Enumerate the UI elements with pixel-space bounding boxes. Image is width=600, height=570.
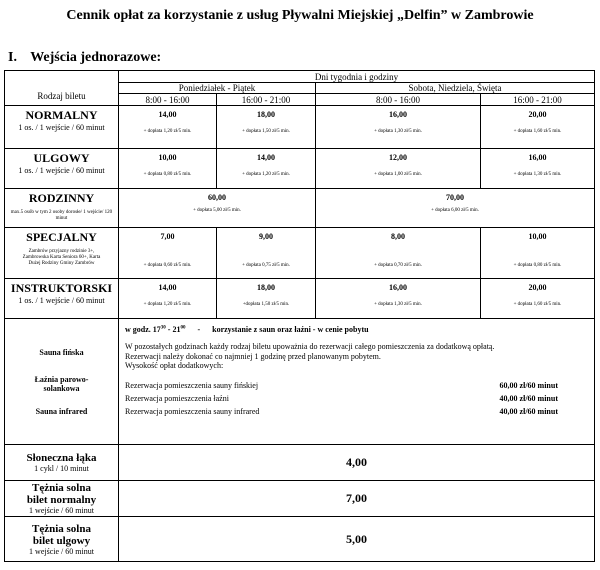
- sauna-text: W pozostałych godzinach każdy rodzaj biletu upoważnia do rezerwacji całego pomieszczenia za dodatkową opłatą. Rezerwacji należy dokonać co najmniej 1 godzinę przed planowanym pobytem. Wysokość opłat dodatkowych:: [125, 342, 495, 371]
- sauna-label: Sauna infrared: [35, 406, 88, 416]
- price: 7,00: [119, 481, 595, 517]
- price: 16,00: [528, 153, 547, 162]
- ticket-name: INSTRUKTORSKI: [10, 281, 113, 295]
- reservation-row: Rezerwacja pomieszczenia sauny fińskiej 60,00 zł/60 minut: [125, 380, 558, 390]
- ticket-cell: [5, 228, 119, 279]
- surcharge: + dopłata 1,60 zł/5 min.: [513, 302, 562, 307]
- price: 9,00: [259, 232, 273, 241]
- surcharge: + dopłata 0,60 zł/5 min.: [143, 263, 192, 268]
- price: 4,00: [119, 445, 595, 481]
- table-row: [5, 189, 595, 228]
- price: 18,00: [257, 110, 275, 119]
- surcharge: + dopłata 6,00 zł/5 min.: [431, 208, 479, 213]
- ticket-cell: [5, 189, 119, 228]
- table-row: [5, 149, 595, 189]
- hours-header: 16:00 - 21:00: [217, 94, 316, 106]
- sauna-label: Sauna fińska: [39, 347, 84, 357]
- price: 10,00: [158, 153, 177, 162]
- service-name: Słoneczna łąka: [26, 452, 97, 464]
- reservation-row: Rezerwacja pomieszczenia łaźni 40,00 zł/60 minut: [125, 393, 558, 403]
- sauna-row: [5, 319, 595, 445]
- days-hours-header: Dni tygodnia i godziny: [119, 71, 595, 83]
- hours-header: 8:00 - 16:00: [119, 94, 217, 106]
- price: 20,00: [528, 283, 547, 292]
- surcharge: + dopłata 0,70 zł/5 min.: [374, 263, 422, 268]
- surcharge: + dopłata 0,75 zł/5 min.: [242, 263, 290, 268]
- price: 70,00: [446, 193, 464, 202]
- ticket-name: ULGOWY: [33, 151, 90, 165]
- hours-header: 8:00 - 16:00: [316, 94, 481, 106]
- service-cell: [5, 481, 119, 517]
- page-title: Cennik opłat za korzystanie z usług Pływalni Miejskiej „Delfin” w Zambrowie: [66, 8, 534, 23]
- price: 14,00: [257, 153, 275, 162]
- ticket-desc: max.5 osób w tym 2 osoby dorosłe/ 1 wejście/ 120 minut: [10, 210, 113, 221]
- surcharge: + dopłata 5,00 zł/5 min.: [193, 208, 241, 213]
- table-row: [5, 228, 595, 279]
- price: 16,00: [389, 283, 407, 292]
- weekdays-header: Poniedziałek - Piątek: [119, 83, 316, 94]
- ticket-cell: [5, 106, 119, 149]
- hours-header: 16:00 - 21:00: [481, 94, 595, 106]
- surcharge: + dopłata 1,30 zł/5 min.: [374, 129, 422, 134]
- surcharge: +dopłata 1,50 zł/5 min.: [242, 302, 290, 307]
- price: 5,00: [119, 517, 595, 562]
- surcharge: + dopłata 1,30 zł/5 min.: [513, 172, 562, 177]
- ticket-desc: 1 os. / 1 wejście / 60 minut: [18, 123, 105, 132]
- table-row: [5, 517, 595, 562]
- surcharge: + dopłata 1,30 zł/5 min.: [374, 302, 422, 307]
- table-row: [5, 106, 595, 149]
- price: 18,00: [257, 283, 275, 292]
- price: 14,00: [158, 110, 177, 119]
- service-name: Tężnia solna bilet ulgowy: [32, 522, 91, 547]
- sauna-label: Łaźnia parowo-solankowa: [34, 374, 89, 393]
- weekend-header: Sobota, Niedziela, Święta: [316, 83, 595, 94]
- price: 8,00: [391, 232, 405, 241]
- service-cell: [5, 517, 119, 562]
- section-number: I.: [8, 50, 17, 65]
- sauna-hours: w godz. $17^{30} - 21^{00}$ - korzystanie z saun oraz łaźni - w cenie pobytu: [125, 325, 369, 334]
- price: 10,00: [528, 232, 547, 241]
- section-label: Wejścia jednorazowe:: [30, 50, 162, 65]
- surcharge: + dopłata 1,00 zł/5 min.: [374, 172, 422, 177]
- surcharge: + dopłata 1,20 zł/5 min.: [143, 302, 192, 307]
- price: 16,00: [389, 110, 407, 119]
- service-desc: 1 wejście / 60 minut: [29, 506, 94, 515]
- surcharge: + dopłata 1,20 zł/5 min.: [242, 172, 290, 177]
- service-name: Tężnia solna bilet normalny: [26, 482, 97, 506]
- surcharge: + dopłata 1,20 zł/5 min.: [143, 129, 192, 134]
- reservation-row: Rezerwacja pomieszczenia sauny infrared 40,00 zł/60 minut: [125, 406, 558, 416]
- ticket-name: SPECJALNY: [26, 230, 97, 244]
- service-desc: 1 cykl / 10 minut: [34, 464, 89, 473]
- price: 12,00: [389, 153, 407, 162]
- sauna-info: [119, 319, 595, 445]
- price: 7,00: [160, 232, 175, 241]
- table-row: [5, 481, 595, 517]
- price: 60,00: [208, 193, 226, 202]
- sauna-labels: [5, 319, 119, 445]
- ticket-desc: Zambrów przyjazny rodzinie 3+, Zambrowska Karta Seniora 60+, Karta Dużej Rodziny Gminy Zambrów: [22, 249, 101, 266]
- service-desc: 1 wejście / 60 minut: [29, 546, 94, 556]
- ticket-cell: [5, 149, 119, 189]
- ticket-name: NORMALNY: [25, 108, 98, 122]
- table-row: [5, 279, 595, 319]
- price: 14,00: [158, 283, 177, 292]
- ticket-type-header: Rodzaj biletu: [5, 71, 119, 106]
- price: 20,00: [528, 110, 547, 119]
- ticket-desc: 1 os. / 1 wejście / 60 minut: [18, 296, 105, 305]
- ticket-desc: 1 os. / 1 wejście / 60 minut: [18, 166, 105, 175]
- section-heading: [8, 50, 161, 66]
- surcharge: + dopłata 0,80 zł/5 min.: [513, 263, 562, 268]
- table-row: [5, 445, 595, 481]
- service-cell: [5, 445, 119, 481]
- ticket-cell: [5, 279, 119, 319]
- surcharge: + dopłata 1,50 zł/5 min.: [242, 129, 290, 134]
- price-table: [4, 70, 595, 562]
- surcharge: + dopłata 0,80 zł/5 min.: [143, 172, 192, 177]
- ticket-name: RODZINNY: [28, 191, 95, 205]
- surcharge: + dopłata 1,60 zł/5 min.: [513, 129, 562, 134]
